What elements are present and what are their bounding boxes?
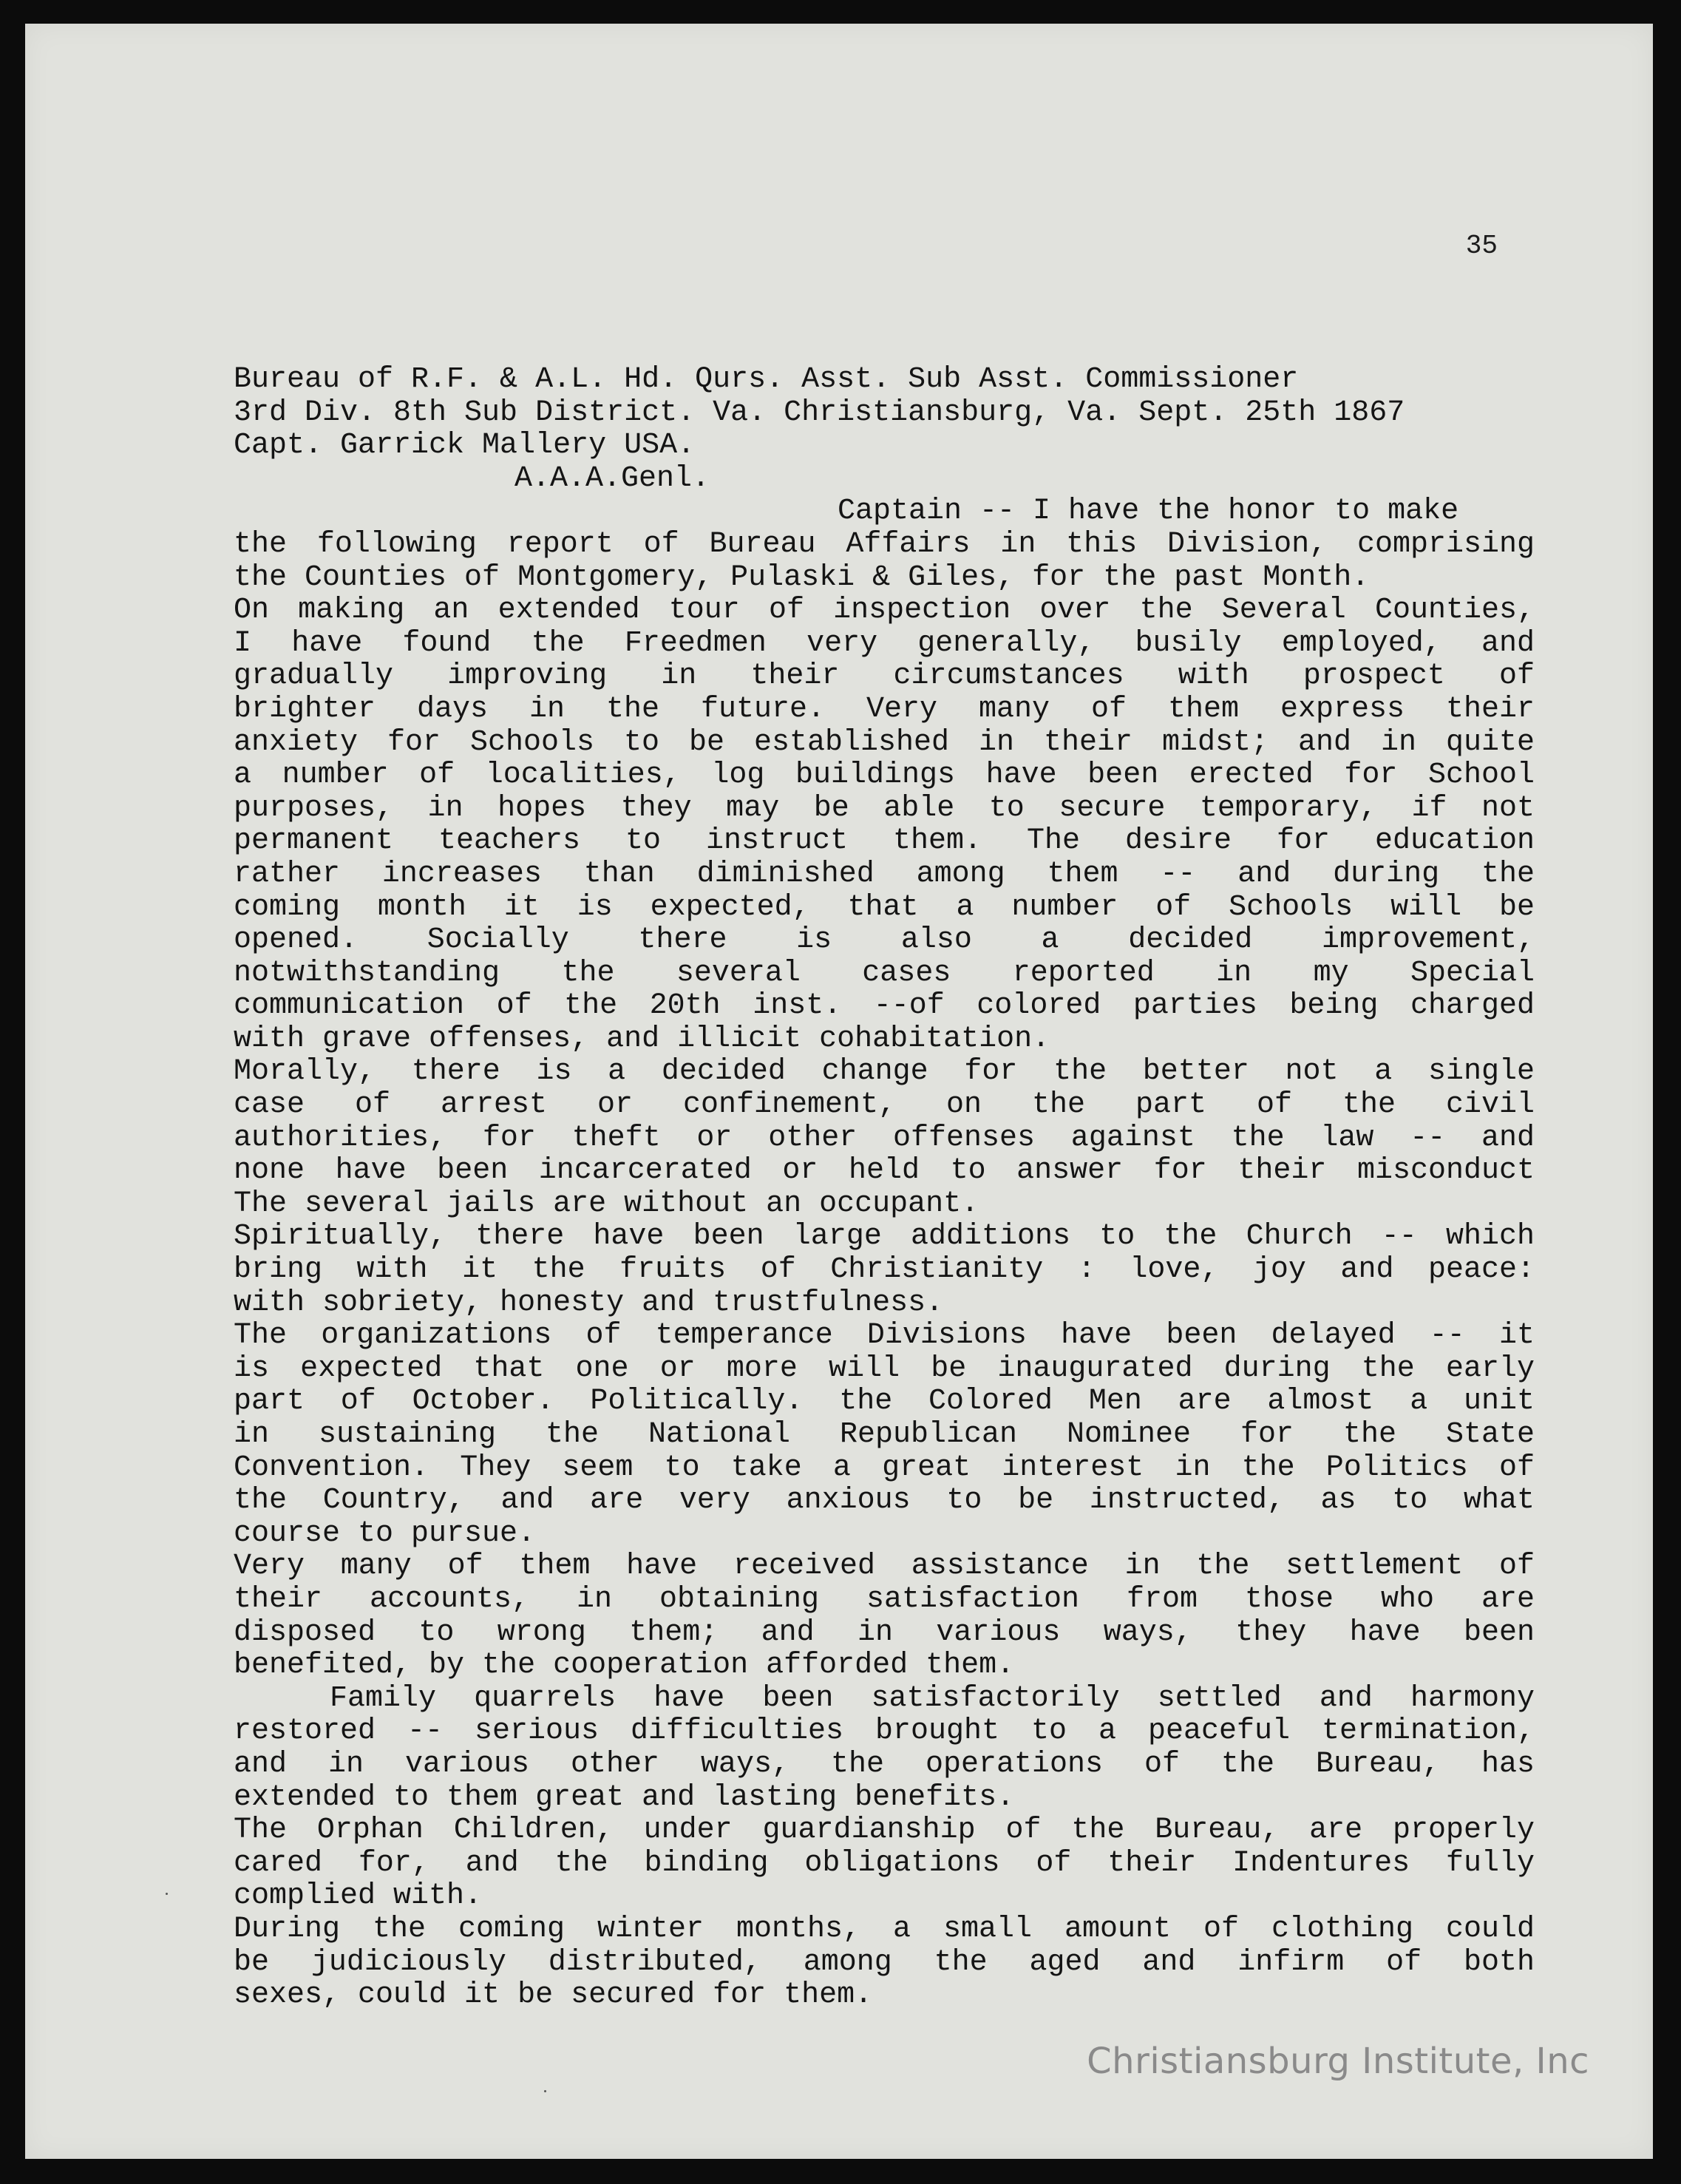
paper-sheet (25, 24, 1653, 2159)
text-line: Convention. They seem to take a great interest in the Politics of (234, 1451, 1535, 1485)
text-line: permanent teachers to instruct them. The desire for education (234, 824, 1535, 858)
text-line: their accounts, in obtaining satisfaction from those who are (234, 1582, 1535, 1616)
text-line: brighter days in the future. Very many of them express their (234, 692, 1535, 726)
text-line: be judiciously distributed, among the aged and infirm of both (234, 1945, 1535, 1979)
text-line: purposes, in hopes they may be able to secure temporary, if not (234, 791, 1535, 825)
text-line: During the coming winter months, a small amount of clothing could (234, 1912, 1535, 1946)
text-line: is expected that one or more will be inaugurated during the early (234, 1352, 1535, 1386)
text-line: The Orphan Children, under guardianship of the Bureau, are properly (234, 1814, 1535, 1848)
letter-body (234, 364, 1535, 2012)
text-line: Family quarrels have been satisfactorily settled and harmony (330, 1681, 1535, 1715)
text-line: On making an extended tour of inspection over the Several Counties, (234, 594, 1535, 628)
text-line: I have found the Freedmen very generally, busily employed, and (234, 626, 1535, 660)
text-line: restored -- serious difficulties brought to a peaceful termination, (234, 1715, 1535, 1749)
text-line: opened. Socially there is also a decided improvement, (234, 923, 1535, 957)
text-line: disposed to wrong them; and in various ways, they have been (234, 1615, 1535, 1649)
text-line: none have been incarcerated or held to answer for their misconduct (234, 1154, 1535, 1188)
text-line: authorities, for theft or other offenses against the law -- and (234, 1121, 1535, 1155)
text-line: the Country, and are very anxious to be instructed, as to what (234, 1484, 1535, 1518)
header-line: A.A.A.Genl. (515, 461, 710, 495)
text-line: part of October. Politically. the Colored Men are almost a unit (234, 1385, 1535, 1419)
text-line: a number of localities, log buildings have been erected for School (234, 759, 1535, 793)
text-line: complied with. (234, 1879, 483, 1913)
text-line: Morally, there is a decided change for the better not a single (234, 1055, 1535, 1089)
text-line: anxiety for Schools to be established in their midst; and in quite (234, 725, 1535, 759)
text-line: gradually improving in their circumstances with prospect of (234, 659, 1535, 693)
text-line: bring with it the fruits of Christianity : love, joy and peace: (234, 1253, 1535, 1287)
text-line: extended to them great and lasting benefits. (234, 1780, 1015, 1814)
page-number: 35 (1465, 231, 1498, 261)
text-line: rather increases than diminished among them -- and during the (234, 857, 1535, 891)
paper-speck (166, 1893, 168, 1895)
text-line: the Counties of Montgomery, Pulaski & Giles, for the past Month. (234, 560, 1370, 594)
text-line: notwithstanding the several cases reported in my Special (234, 956, 1535, 990)
text-line: case of arrest or confinement, on the part of the civil (234, 1088, 1535, 1122)
text-line: Very many of them have received assistance in the settlement of (234, 1550, 1535, 1584)
watermark: Christiansburg Institute, Inc (1087, 2041, 1589, 2082)
header-line: 3rd Div. 8th Sub District. Va. Christiansburg, Va. Sept. 25th 1867 (234, 396, 1405, 430)
header-line: Capt. Garrick Mallery USA. (234, 429, 696, 463)
text-line: Captain -- I have the honor to make (838, 495, 1459, 529)
paper-speck (544, 2090, 546, 2092)
header-line: Bureau of R.F. & A.L. Hd. Qurs. Asst. Sub Asst. Commissioner (234, 363, 1299, 396)
text-line: coming month it is expected, that a number of Schools will be (234, 890, 1535, 924)
text-line: benefited, by the cooperation afforded them. (234, 1649, 1015, 1683)
text-line: and in various other ways, the operations of the Bureau, has (234, 1747, 1535, 1781)
text-line: with grave offenses, and illicit cohabitation. (234, 1022, 1050, 1056)
text-line: Spiritually, there have been large additions to the Church -- which (234, 1220, 1535, 1254)
text-line: course to pursue. (234, 1516, 536, 1550)
text-line: cared for, and the binding obligations of their Indentures fully (234, 1846, 1535, 1880)
text-line: sexes, could it be secured for them. (234, 1978, 873, 2012)
text-line: in sustaining the National Republican Nominee for the State (234, 1418, 1535, 1451)
text-line: with sobriety, honesty and trustfulness. (234, 1286, 944, 1320)
text-line: the following report of Bureau Affairs in this Division, comprising (234, 527, 1535, 561)
text-line: The several jails are without an occupant. (234, 1187, 979, 1221)
text-line: communication of the 20th inst. --of colored parties being charged (234, 989, 1535, 1023)
text-line: The organizations of temperance Divisions have been delayed -- it (234, 1319, 1535, 1353)
